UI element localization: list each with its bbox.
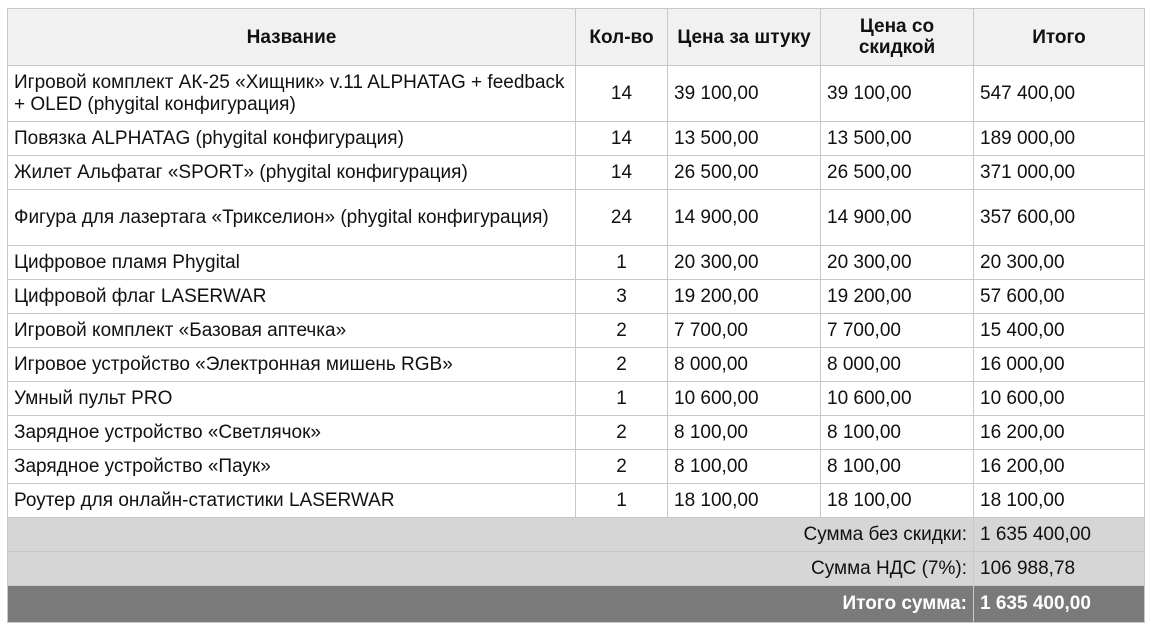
vat-value: 106 988,78 bbox=[974, 552, 1145, 586]
grand-total-row bbox=[8, 586, 1145, 623]
item-price: 7 700,00 bbox=[668, 314, 821, 348]
item-qty: 24 bbox=[576, 190, 668, 246]
item-discount-price: 18 100,00 bbox=[821, 484, 974, 518]
item-discount-price: 8 000,00 bbox=[821, 348, 974, 382]
table-row bbox=[8, 122, 1145, 156]
item-total: 16 000,00 bbox=[974, 348, 1145, 382]
item-qty: 3 bbox=[576, 280, 668, 314]
item-qty: 2 bbox=[576, 348, 668, 382]
item-price: 13 500,00 bbox=[668, 122, 821, 156]
item-qty: 1 bbox=[576, 382, 668, 416]
table-row bbox=[8, 416, 1145, 450]
item-name: Роутер для онлайн-статистики LASERWAR bbox=[8, 484, 576, 518]
item-discount-price: 19 200,00 bbox=[821, 280, 974, 314]
item-total: 57 600,00 bbox=[974, 280, 1145, 314]
item-discount-price: 14 900,00 bbox=[821, 190, 974, 246]
item-name: Игровое устройство «Электронная мишень RGB» bbox=[8, 348, 576, 382]
item-qty: 1 bbox=[576, 484, 668, 518]
item-total: 16 200,00 bbox=[974, 450, 1145, 484]
subtotal-label: Сумма без скидки: bbox=[8, 518, 974, 552]
item-name: Зарядное устройство «Светлячок» bbox=[8, 416, 576, 450]
vat-label: Сумма НДС (7%): bbox=[8, 552, 974, 586]
item-discount-price: 8 100,00 bbox=[821, 416, 974, 450]
item-price: 10 600,00 bbox=[668, 382, 821, 416]
table-row bbox=[8, 66, 1145, 122]
item-name: Жилет Альфатаг «SPORT» (phygital конфигурация) bbox=[8, 156, 576, 190]
item-total: 357 600,00 bbox=[974, 190, 1145, 246]
item-price: 26 500,00 bbox=[668, 156, 821, 190]
item-name: Цифровое пламя Phygital bbox=[8, 246, 576, 280]
item-discount-price: 20 300,00 bbox=[821, 246, 974, 280]
header-qty: Кол-во bbox=[576, 9, 668, 66]
item-total: 20 300,00 bbox=[974, 246, 1145, 280]
item-total: 547 400,00 bbox=[974, 66, 1145, 122]
table-row bbox=[8, 190, 1145, 246]
item-price: 39 100,00 bbox=[668, 66, 821, 122]
price-table bbox=[7, 8, 1145, 623]
header-name: Название bbox=[8, 9, 576, 66]
item-total: 15 400,00 bbox=[974, 314, 1145, 348]
item-qty: 14 bbox=[576, 122, 668, 156]
subtotal-value: 1 635 400,00 bbox=[974, 518, 1145, 552]
table-row bbox=[8, 280, 1145, 314]
item-name: Зарядное устройство «Паук» bbox=[8, 450, 576, 484]
item-price: 14 900,00 bbox=[668, 190, 821, 246]
item-discount-price: 7 700,00 bbox=[821, 314, 974, 348]
item-total: 189 000,00 bbox=[974, 122, 1145, 156]
item-name: Игровой комплект «Базовая аптечка» bbox=[8, 314, 576, 348]
item-name: Игровой комплект АК-25 «Хищник» v.11 ALPHATAG + feedback + OLED (phygital конфигурация) bbox=[8, 66, 576, 122]
subtotal-row bbox=[8, 518, 1145, 552]
item-price: 18 100,00 bbox=[668, 484, 821, 518]
item-discount-price: 39 100,00 bbox=[821, 66, 974, 122]
grand-total-label: Итого сумма: bbox=[8, 586, 974, 623]
item-discount-price: 10 600,00 bbox=[821, 382, 974, 416]
item-qty: 2 bbox=[576, 450, 668, 484]
item-total: 10 600,00 bbox=[974, 382, 1145, 416]
table-row bbox=[8, 484, 1145, 518]
table-row bbox=[8, 382, 1145, 416]
item-price: 8 100,00 bbox=[668, 450, 821, 484]
item-name: Умный пульт PRO bbox=[8, 382, 576, 416]
item-price: 20 300,00 bbox=[668, 246, 821, 280]
item-qty: 1 bbox=[576, 246, 668, 280]
header-discount-price: Цена со скидкой bbox=[821, 9, 974, 66]
item-price: 8 000,00 bbox=[668, 348, 821, 382]
item-total: 18 100,00 bbox=[974, 484, 1145, 518]
table-row bbox=[8, 246, 1145, 280]
item-discount-price: 8 100,00 bbox=[821, 450, 974, 484]
header-total: Итого bbox=[974, 9, 1145, 66]
item-discount-price: 13 500,00 bbox=[821, 122, 974, 156]
table-row bbox=[8, 450, 1145, 484]
table-row bbox=[8, 156, 1145, 190]
item-name: Фигура для лазертага «Трикселион» (phygital конфигурация) bbox=[8, 190, 576, 246]
item-total: 16 200,00 bbox=[974, 416, 1145, 450]
item-price: 8 100,00 bbox=[668, 416, 821, 450]
table-row bbox=[8, 314, 1145, 348]
vat-row bbox=[8, 552, 1145, 586]
item-qty: 14 bbox=[576, 66, 668, 122]
item-name: Повязка ALPHATAG (phygital конфигурация) bbox=[8, 122, 576, 156]
item-price: 19 200,00 bbox=[668, 280, 821, 314]
item-qty: 14 bbox=[576, 156, 668, 190]
item-qty: 2 bbox=[576, 416, 668, 450]
table-body bbox=[8, 66, 1145, 518]
table-summary bbox=[8, 518, 1145, 623]
item-qty: 2 bbox=[576, 314, 668, 348]
table-row bbox=[8, 348, 1145, 382]
table-header bbox=[8, 9, 1145, 66]
grand-total-value: 1 635 400,00 bbox=[974, 586, 1145, 623]
item-discount-price: 26 500,00 bbox=[821, 156, 974, 190]
header-price: Цена за штуку bbox=[668, 9, 821, 66]
header-row bbox=[8, 9, 1145, 66]
item-name: Цифровой флаг LASERWAR bbox=[8, 280, 576, 314]
item-total: 371 000,00 bbox=[974, 156, 1145, 190]
